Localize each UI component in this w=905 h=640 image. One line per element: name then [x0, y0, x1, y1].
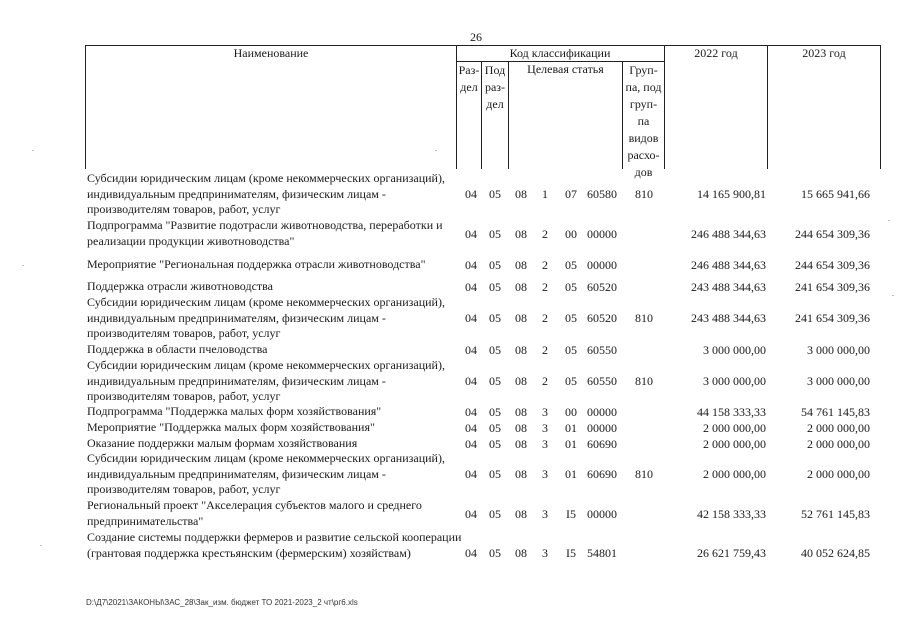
cell-target-subprogram: 3 [542, 467, 548, 482]
cell-target-direction: 60690 [587, 436, 617, 451]
cell-expense-group: 810 [635, 311, 653, 326]
header-podrazdel [482, 62, 508, 113]
header-group-line: расхо- [627, 148, 660, 162]
cell-amount-2022: 243 488 344,63 [691, 311, 766, 326]
cell-target-program: 08 [515, 546, 527, 561]
cell-target-measure: 05 [565, 311, 577, 326]
cell-target-subprogram: 3 [542, 404, 548, 419]
scan-speck [435, 150, 437, 151]
cell-amount-2023: 3 000 000,00 [807, 374, 870, 389]
cell-target-subprogram: 3 [542, 436, 548, 451]
cell-razdel: 04 [465, 404, 477, 419]
header-group-line: Груп- [629, 63, 658, 77]
cell-razdel: 04 [465, 546, 477, 561]
cell-razdel: 04 [465, 226, 477, 241]
cell-amount-2023: 2 000 000,00 [807, 436, 870, 451]
cell-podrazdel: 05 [489, 279, 501, 294]
cell-target-subprogram: 2 [542, 279, 548, 294]
cell-target-program: 08 [515, 404, 527, 419]
cell-target-measure: 00 [565, 226, 577, 241]
header-target-article: Целевая статья [527, 62, 604, 76]
header-right-border [880, 45, 881, 169]
page-number: 26 [470, 30, 482, 44]
cell-target-subprogram: 2 [542, 257, 548, 272]
cell-target-measure: 01 [565, 436, 577, 451]
header-year-2022: 2022 год [694, 46, 738, 60]
cell-target-direction: 60690 [587, 467, 617, 482]
cell-amount-2022: 14 165 900,81 [697, 187, 766, 202]
row-name: Региональный проект "Акселерация субъектов малого и среднего предпринимательства" [87, 498, 422, 528]
file-path-footer: D:\Д7\2021\ЗАКОНЫ\ЗАС_28\Зак_изм. бюджет ТО 2021-2023_2 чт\рг6.xls [86, 598, 358, 607]
cell-amount-2023: 52 761 145,83 [801, 506, 870, 521]
cell-podrazdel: 05 [489, 420, 501, 435]
cell-target-measure: 05 [565, 374, 577, 389]
cell-podrazdel: 05 [489, 257, 501, 272]
cell-podrazdel: 05 [489, 404, 501, 419]
header-left-border [85, 45, 86, 169]
cell-amount-2022: 2 000 000,00 [703, 436, 766, 451]
header-group [623, 62, 664, 181]
cell-target-subprogram: 2 [542, 226, 548, 241]
cell-podrazdel: 05 [489, 467, 501, 482]
cell-amount-2022: 3 000 000,00 [703, 342, 766, 357]
header-razdel [457, 62, 481, 96]
header-group-line: па [637, 114, 650, 128]
cell-target-measure: 07 [565, 187, 577, 202]
cell-amount-2023: 40 052 624,85 [801, 546, 870, 561]
cell-razdel: 04 [465, 279, 477, 294]
cell-amount-2022: 3 000 000,00 [703, 374, 766, 389]
row-name: Создание системы поддержки фермеров и развитие сельской кооперации (грантовая поддержка крестьянским (фермерским) хозяйствам) [87, 530, 462, 560]
cell-podrazdel: 05 [489, 311, 501, 326]
header-year-2023: 2023 год [802, 46, 846, 60]
cell-amount-2022: 42 158 333,33 [697, 506, 766, 521]
cell-amount-2023: 241 654 309,36 [795, 279, 870, 294]
cell-amount-2023: 2 000 000,00 [807, 420, 870, 435]
cell-podrazdel: 05 [489, 436, 501, 451]
header-podrazdel-line: Под [484, 63, 506, 77]
scan-speck [40, 545, 42, 546]
header-podrazdel-line: раз- [484, 80, 506, 94]
cell-amount-2023: 15 665 941,66 [801, 187, 870, 202]
row-name: Мероприятие "Региональная поддержка отрасли животноводства" [87, 257, 426, 271]
cell-razdel: 04 [465, 467, 477, 482]
cell-target-subprogram: 3 [542, 506, 548, 521]
row-name: Поддержка отрасли животноводства [87, 279, 273, 293]
scan-speck [32, 150, 34, 151]
row-name: Субсидии юридическим лицам (кроме некоммерческих организаций), индивидуальным предпринимателям, физическим лицам - производителям товаров, работ, услуг [87, 171, 445, 216]
cell-target-measure: I5 [566, 546, 576, 561]
cell-podrazdel: 05 [489, 187, 501, 202]
scan-speck [888, 220, 890, 221]
cell-podrazdel: 05 [489, 546, 501, 561]
header-col-divider [767, 45, 768, 169]
cell-target-program: 08 [515, 279, 527, 294]
scan-speck [22, 265, 24, 266]
row-name: Субсидии юридическим лицам (кроме некоммерческих организаций), индивидуальным предпринимателям, физическим лицам - производителям товаров, работ, услуг [87, 295, 445, 340]
cell-target-direction: 60580 [587, 187, 617, 202]
cell-razdel: 04 [465, 257, 477, 272]
row-name: Оказание поддержки малым формам хозяйствования [87, 436, 358, 450]
cell-target-program: 08 [515, 187, 527, 202]
header-code: Код классификации [509, 46, 611, 60]
cell-amount-2023: 244 654 309,36 [795, 257, 870, 272]
cell-razdel: 04 [465, 342, 477, 357]
cell-amount-2022: 246 488 344,63 [691, 226, 766, 241]
cell-expense-group: 810 [635, 467, 653, 482]
cell-razdel: 04 [465, 420, 477, 435]
cell-target-subprogram: 1 [542, 187, 548, 202]
cell-target-direction: 00000 [587, 420, 617, 435]
cell-razdel: 04 [465, 436, 477, 451]
cell-target-program: 08 [515, 420, 527, 435]
cell-amount-2022: 2 000 000,00 [703, 467, 766, 482]
row-name: Мероприятие "Поддержка малых форм хозяйствования" [87, 420, 375, 434]
cell-target-program: 08 [515, 374, 527, 389]
cell-amount-2022: 2 000 000,00 [703, 420, 766, 435]
row-name: Поддержка в области пчеловодства [87, 342, 268, 356]
cell-amount-2023: 241 654 309,36 [795, 311, 870, 326]
header-podrazdel-line: дел [486, 97, 504, 111]
header-group-line: груп- [629, 97, 658, 111]
cell-amount-2022: 26 621 759,43 [697, 546, 766, 561]
scan-speck [892, 295, 894, 296]
cell-target-subprogram: 2 [542, 374, 548, 389]
cell-target-direction: 00000 [587, 506, 617, 521]
header-group-line: дов [634, 165, 653, 179]
cell-target-direction: 60520 [587, 311, 617, 326]
row-name: Подпрограмма "Развитие подотрасли животноводства, переработки и реализации продукции животноводства" [87, 218, 443, 248]
cell-target-direction: 60550 [587, 374, 617, 389]
cell-target-measure: 05 [565, 342, 577, 357]
cell-target-measure: 00 [565, 404, 577, 419]
cell-razdel: 04 [465, 311, 477, 326]
cell-target-measure: 01 [565, 467, 577, 482]
cell-podrazdel: 05 [489, 226, 501, 241]
cell-amount-2023: 3 000 000,00 [807, 342, 870, 357]
cell-target-program: 08 [515, 342, 527, 357]
cell-target-direction: 00000 [587, 226, 617, 241]
cell-amount-2023: 244 654 309,36 [795, 226, 870, 241]
cell-target-program: 08 [515, 506, 527, 521]
row-name: Субсидии юридическим лицам (кроме некоммерческих организаций), индивидуальным предпринимателям, физическим лицам - производителям товаров, работ, услуг [87, 358, 445, 403]
cell-podrazdel: 05 [489, 374, 501, 389]
cell-target-subprogram: 2 [542, 342, 548, 357]
cell-podrazdel: 05 [489, 506, 501, 521]
cell-razdel: 04 [465, 374, 477, 389]
cell-target-measure: 05 [565, 257, 577, 272]
cell-amount-2022: 44 158 333,33 [697, 404, 766, 419]
cell-razdel: 04 [465, 187, 477, 202]
cell-target-subprogram: 2 [542, 311, 548, 326]
cell-amount-2023: 2 000 000,00 [807, 467, 870, 482]
cell-target-direction: 60520 [587, 279, 617, 294]
row-name: Подпрограмма "Поддержка малых форм хозяйствования" [87, 404, 382, 418]
cell-target-program: 08 [515, 257, 527, 272]
row-name: Субсидии юридическим лицам (кроме некоммерческих организаций), индивидуальным предпринимателям, физическим лицам - производителям товаров, работ, услуг [87, 451, 445, 496]
header-group-line: видов [628, 131, 659, 145]
cell-target-direction: 00000 [587, 257, 617, 272]
cell-target-direction: 54801 [587, 546, 617, 561]
cell-podrazdel: 05 [489, 342, 501, 357]
header-razdel-line: Раз- [458, 63, 480, 77]
cell-target-program: 08 [515, 467, 527, 482]
header-group-line: па, под [625, 80, 662, 94]
cell-target-measure: 05 [565, 279, 577, 294]
cell-razdel: 04 [465, 506, 477, 521]
header-razdel-line: дел [460, 80, 478, 94]
cell-amount-2023: 54 761 145,83 [801, 404, 870, 419]
cell-target-program: 08 [515, 436, 527, 451]
cell-target-subprogram: 3 [542, 420, 548, 435]
cell-target-program: 08 [515, 311, 527, 326]
cell-expense-group: 810 [635, 187, 653, 202]
cell-target-measure: I5 [566, 506, 576, 521]
cell-expense-group: 810 [635, 374, 653, 389]
cell-target-subprogram: 3 [542, 546, 548, 561]
cell-target-measure: 01 [565, 420, 577, 435]
cell-target-direction: 60550 [587, 342, 617, 357]
header-col-divider [664, 45, 665, 169]
cell-target-program: 08 [515, 226, 527, 241]
cell-target-direction: 00000 [587, 404, 617, 419]
header-name: Наименование [233, 46, 309, 60]
cell-amount-2022: 243 488 344,63 [691, 279, 766, 294]
cell-amount-2022: 246 488 344,63 [691, 257, 766, 272]
